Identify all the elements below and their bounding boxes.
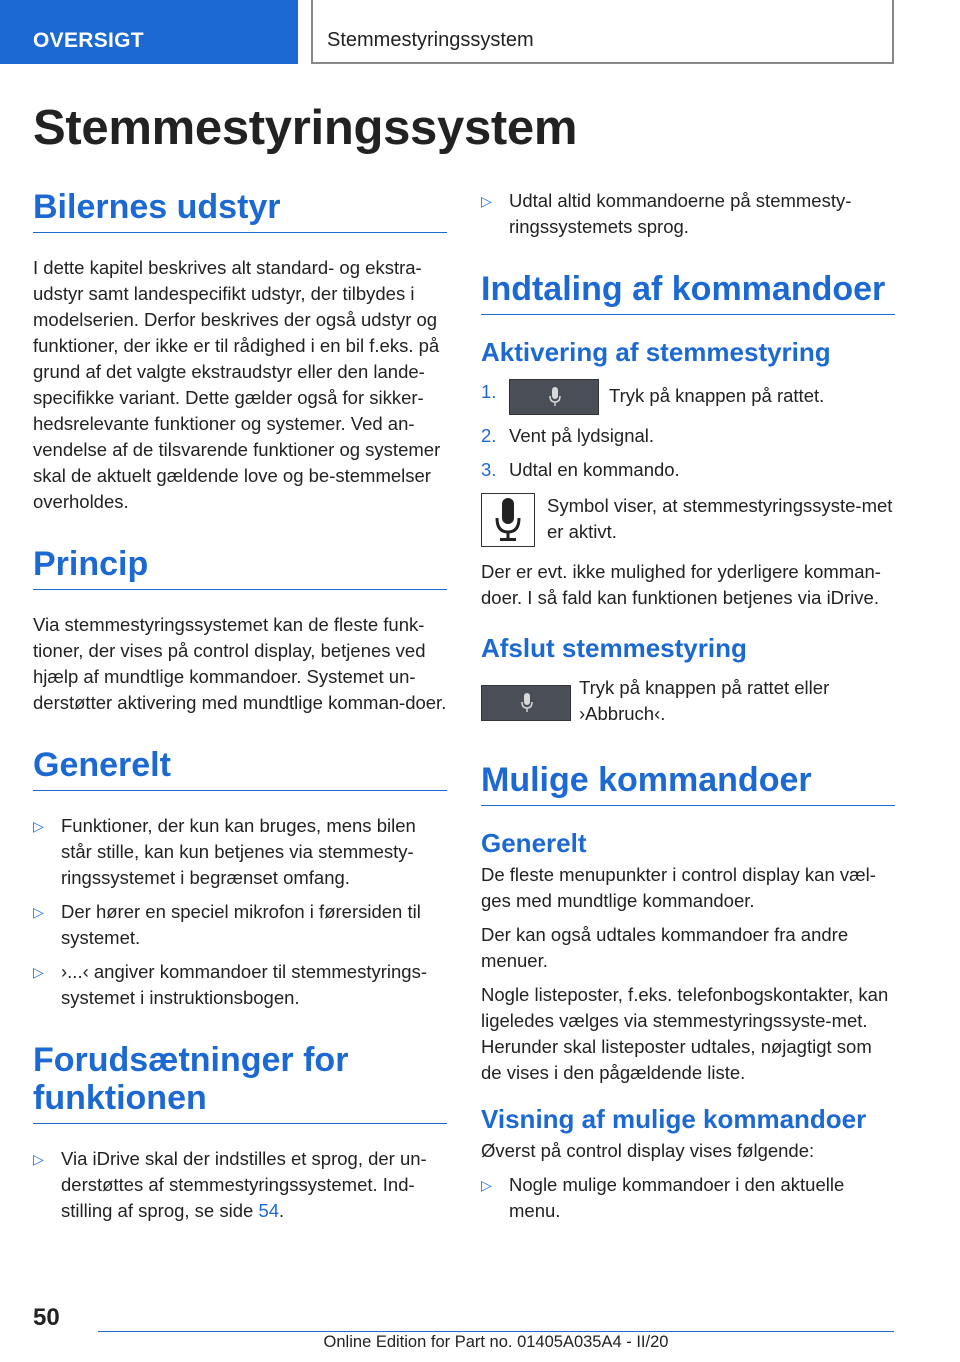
heading-afslut: Afslut stemmestyring bbox=[481, 633, 747, 663]
page-title: Stemmestyringssystem bbox=[33, 101, 578, 155]
heading-visning: Visning af mulige kommandoer bbox=[481, 1104, 867, 1134]
step-item: 3. Udtal en kommando. bbox=[481, 459, 680, 480]
symbol-note bbox=[481, 493, 895, 547]
footer-divider bbox=[98, 1331, 894, 1332]
activation-steps bbox=[481, 379, 895, 483]
page-number: 50 bbox=[33, 1304, 60, 1331]
heading-aktivering: Aktivering af stemmestyring bbox=[481, 337, 831, 367]
step-item: 2. Vent på lydsignal. bbox=[481, 425, 655, 446]
page-link[interactable]: 54 bbox=[258, 1200, 280, 1221]
paragraph-andre-menuer: Der kan også udtales kommandoer fra andre menuer. bbox=[481, 924, 849, 971]
list-item: ▷ Via iDrive skal der indstilles et sprog, der un-derstøttes af stemmestyringssystemet. Ind-stilling af sprog, se side 54. bbox=[33, 1148, 427, 1221]
language-list bbox=[481, 188, 895, 240]
list-item: ▷ Funktioner, der kun kan bruges, mens bilen står stille, kan kun betjenes via stemmesty-ringssystemet i begrænset omfang. bbox=[33, 815, 416, 888]
microphone-icon bbox=[549, 387, 561, 407]
right-column bbox=[481, 188, 895, 1232]
heading-forudsaetninger: Forudsætninger for funktionen bbox=[33, 1041, 447, 1124]
section-tab: OVERSIGT bbox=[0, 0, 298, 64]
steering-wheel-voice-button-image bbox=[481, 685, 571, 721]
heading-indtaling: Indtaling af kommandoer bbox=[481, 270, 895, 315]
paragraph-visning: Øverst på control display vises følgende: bbox=[481, 1140, 815, 1161]
triangle-bullet-icon: ▷ bbox=[481, 1177, 492, 1193]
heading-bilernes-udstyr: Bilernes udstyr bbox=[33, 188, 447, 233]
steering-wheel-voice-button-image bbox=[509, 379, 599, 415]
heading-princip: Princip bbox=[33, 545, 447, 590]
paragraph-note: Der er evt. ikke mulighed for yderligere komman-doer. I så fald kan funktionen betjenes via iDrive. bbox=[481, 561, 881, 608]
heading-generelt: Generelt bbox=[33, 746, 447, 791]
triangle-bullet-icon: ▷ bbox=[33, 818, 44, 834]
chapter-header: Stemmestyringssystem bbox=[311, 0, 894, 64]
triangle-bullet-icon: ▷ bbox=[33, 1151, 44, 1167]
forudsaetninger-list bbox=[33, 1146, 447, 1224]
step-item: 1. Tryk på knappen på rattet. bbox=[481, 379, 895, 415]
triangle-bullet-icon: ▷ bbox=[33, 904, 44, 920]
symbol-text: Symbol viser, at stemmestyringssyste-met er aktivt. bbox=[547, 495, 893, 542]
left-column bbox=[33, 188, 447, 1232]
generelt-list bbox=[33, 813, 447, 1011]
paragraph-menupunkter: De fleste menupunkter i control display kan væl-ges med mundtlige kommandoer. bbox=[481, 864, 876, 911]
list-item: ▷ Der hører en speciel mikrofon i førersiden til systemet. bbox=[33, 901, 421, 948]
heading-mulige-kommandoer: Mulige kommandoer bbox=[481, 761, 895, 806]
triangle-bullet-icon: ▷ bbox=[33, 964, 44, 980]
paragraph-listeposter: Nogle listeposter, f.eks. telefonbogskontakter, kan ligeledes vælges via stemmestyringssyste-met. Herunder skal listeposter udtales, nøjagtigt som de vises i den pågældende liste. bbox=[481, 984, 889, 1083]
paragraph-udstyr: I dette kapitel beskrives alt standard- og ekstra-udstyr samt landespecifikt udstyr, der tilbydes i modelserien. Derfor beskrives der også udstyr og funktioner, der ikke er til rådighed i en bil f.eks. på grund af det valgte ekstraudstyr eller den lande-specifikke variant. Dette gælder også for sikker-hedsrelevante funktioner og systemer. Ved an-vendelse af de tilsvarende funktioner og systemer skal de aktuelt gældende love og be-stemmelser overholdes. bbox=[33, 257, 441, 512]
afslut-text: Tryk på knappen på rattet eller ›Abbruch‹. bbox=[579, 677, 830, 724]
list-item: ▷ ›...‹ angiver kommandoer til stemmestyrings-systemet i instruktionsbogen. bbox=[33, 961, 427, 1008]
paragraph-princip: Via stemmestyringssystemet kan de fleste funk-tioner, der vises på control display, betjenes ved hjælp af mundtlige kommandoer. Systemet un-derstøtter aktivering med mundtlige komman-doer. bbox=[33, 614, 447, 713]
triangle-bullet-icon: ▷ bbox=[481, 193, 492, 209]
microphone-icon bbox=[495, 498, 521, 542]
heading-generelt-2: Generelt bbox=[481, 828, 587, 858]
voice-active-symbol bbox=[481, 493, 535, 547]
list-item: ▷ Nogle mulige kommandoer i den aktuelle menu. bbox=[481, 1174, 845, 1221]
list-item: ▷ Udtal altid kommandoerne på stemmesty-ringssystemets sprog. bbox=[481, 190, 852, 237]
footer-edition: Online Edition for Part no. 01405A035A4 - II/20 bbox=[323, 1333, 669, 1351]
visning-list bbox=[481, 1172, 895, 1224]
end-instruction bbox=[481, 675, 895, 727]
microphone-icon bbox=[521, 693, 533, 713]
